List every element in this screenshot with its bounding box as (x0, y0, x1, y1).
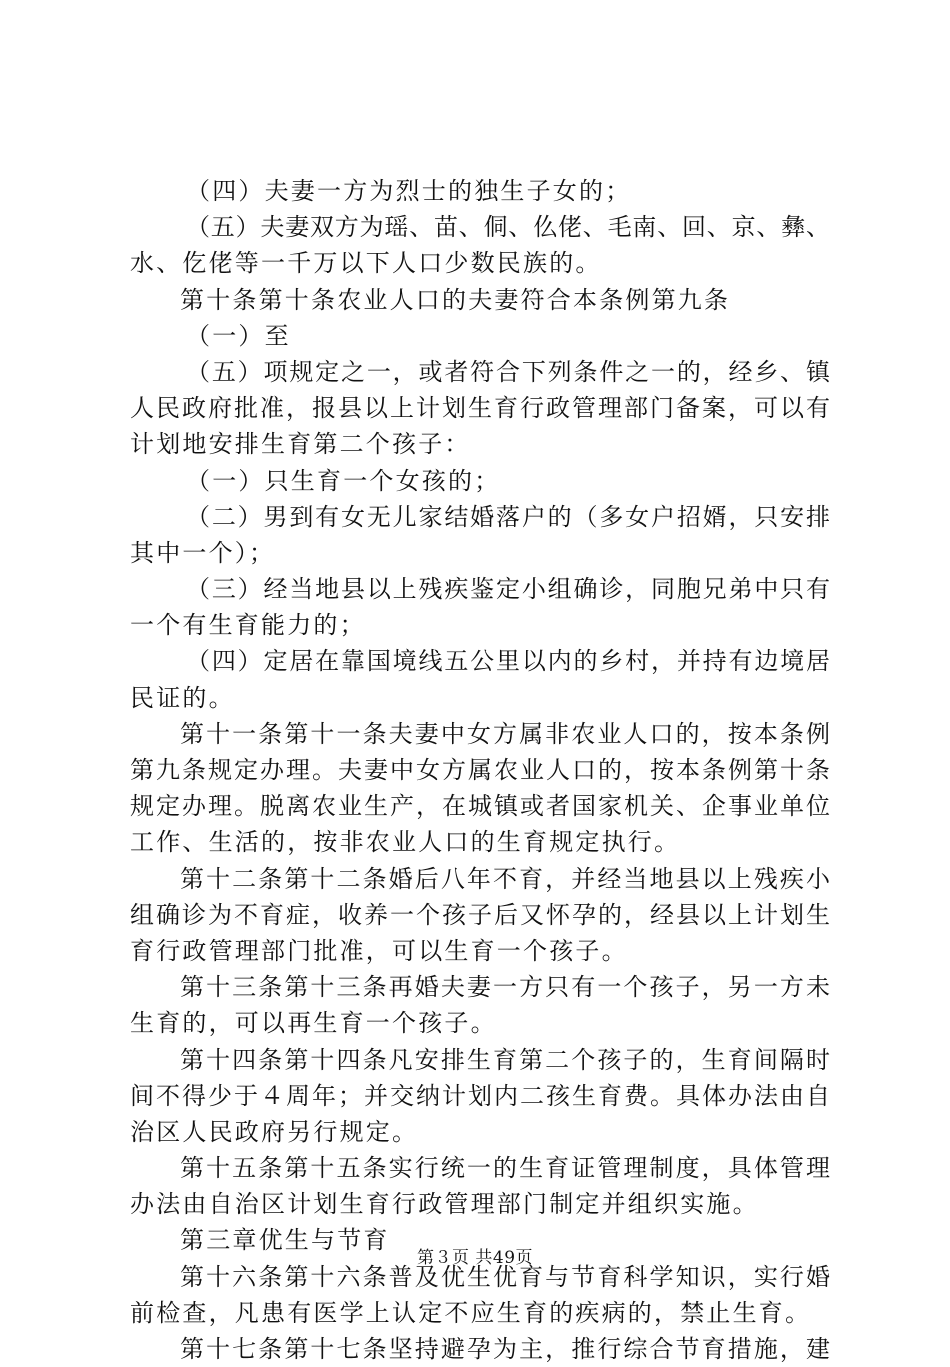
text-line: 生育的，可以再生育一个孩子。 (130, 1009, 497, 1038)
text-line: 第十二条第十二条婚后八年不育，并经当地县以上残疾小 (180, 864, 830, 893)
text-line: 第十五条第十五条实行统一的生育证管理制度，具体管理 (180, 1154, 830, 1183)
text-line: （四）定居在靠国境线五公里以内的乡村，并持有边境居 (186, 647, 830, 676)
text-line: 组确诊为不育症，收养一个孩子后又怀孕的，经县以上计划生 (130, 900, 830, 929)
text-line: （二）男到有女无儿家结婚落户的（多女户招婿，只安排 (186, 502, 830, 531)
text-line: 一个有生育能力的； (130, 611, 366, 640)
text-line: （一）只生育一个女孩的； (186, 466, 501, 495)
text-line: 前检查，凡患有医学上认定不应生育的疾病的，禁止生育。 (130, 1298, 812, 1327)
text-line: （三）经当地县以上残疾鉴定小组确诊，同胞兄弟中只有 (186, 575, 830, 604)
text-line: 第十三条第十三条再婚夫妻一方只有一个孩子，另一方未 (180, 973, 830, 1002)
text-line: 水、仡佬等一千万以下人口少数民族的。 (130, 249, 602, 278)
text-line: （四）夫妻一方为烈士的独生子女的； (186, 177, 632, 205)
text-line: 育行政管理部门批准，可以生育一个孩子。 (130, 936, 628, 965)
text-line: 第十六条第十六条普及优生优育与节育科学知识，实行婚 (180, 1262, 830, 1291)
text-line: 人民政府批准，报县以上计划生育行政管理部门备案，可以有 (130, 394, 830, 423)
text-line: 第十一条第十一条夫妻中女方属非农业人口的，按本条例 (180, 719, 830, 748)
text-line: 第九条规定办理。夫妻中女方属农业人口的，按本条例第十条 (130, 756, 830, 784)
text-line: 办法由自治区计划生育行政管理部门制定并组织实施。 (130, 1190, 759, 1219)
text-line: （五）夫妻双方为瑶、苗、侗、仫佬、毛南、回、京、彝、 (186, 213, 830, 242)
text-line: 间不得少于４周年；并交纳计划内二孩生育费。具体办法由自 (130, 1081, 830, 1110)
page-number-footer: 第３页 共49页 (416, 1248, 534, 1268)
text-line: 第十四条第十四条凡安排生育第二个孩子的，生育间隔时 (180, 1045, 830, 1074)
text-line: 规定办理。脱离农业生产，在城镇或者国家机关、企事业单位 (130, 792, 830, 821)
document-body (130, 173, 830, 1367)
text-line: （一）至 (186, 321, 291, 350)
text-line: 计划地安排生育第二个孩子： (130, 430, 471, 459)
text-line: 其中一个）； (130, 538, 276, 567)
text-line: 工作、生活的，按非农业人口的生育规定执行。 (130, 828, 681, 857)
text-line: 第十条第十条农业人口的夫妻符合本条例第九条 (180, 285, 731, 314)
text-line: 第十七条第十七条坚持避孕为主，推行综合节育措施，建 (180, 1335, 830, 1363)
text-line: 民证的。 (130, 683, 235, 712)
text-line: 治区人民政府另行规定。 (130, 1117, 419, 1146)
chapter-heading: 第三章优生与节育 (180, 1226, 390, 1255)
text-line: （五）项规定之一，或者符合下列条件之一的，经乡、镇 (186, 357, 830, 386)
